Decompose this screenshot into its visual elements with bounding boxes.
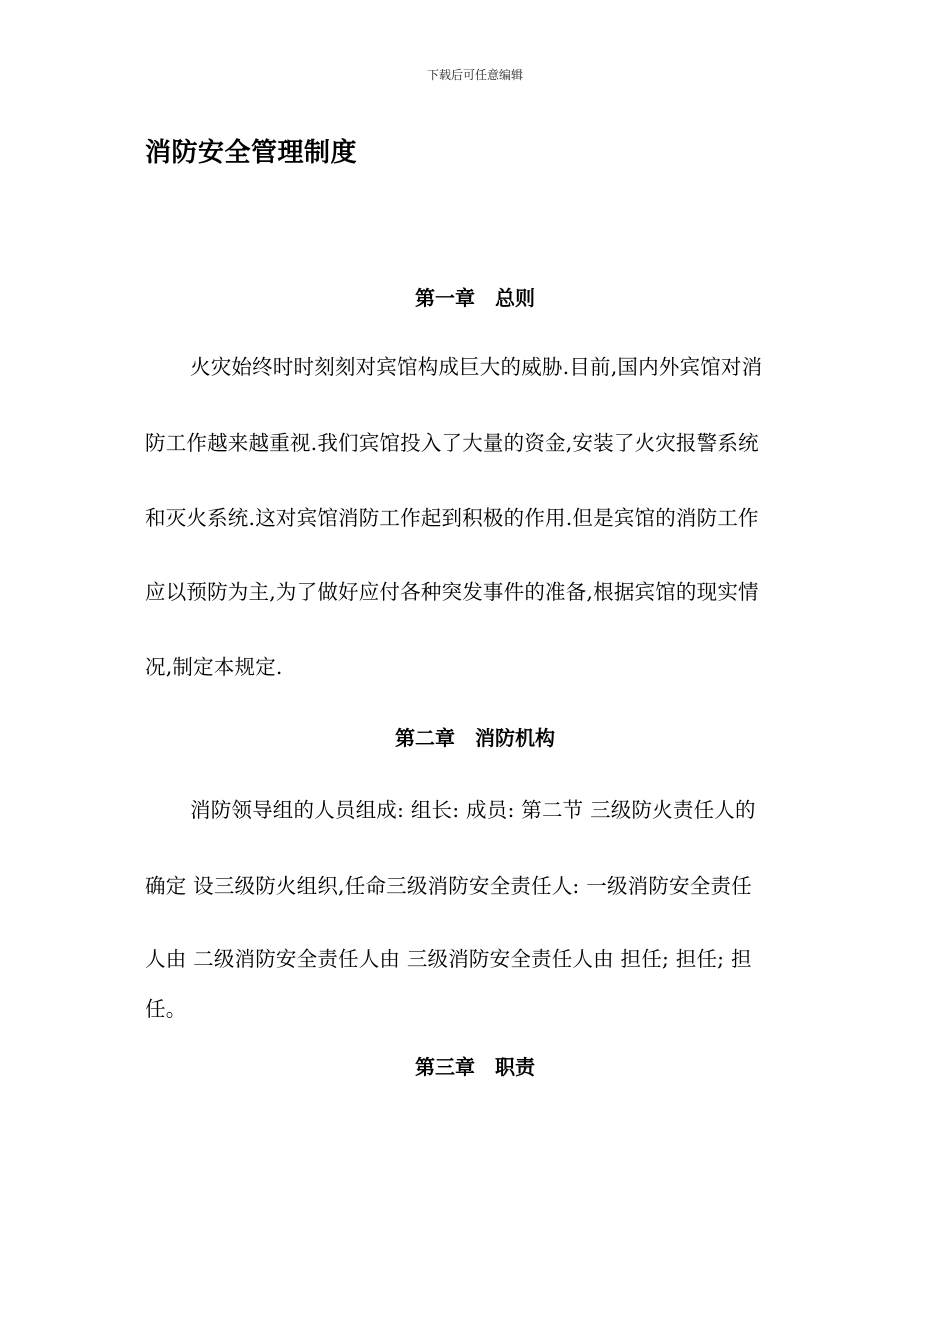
chapter-1-line-1: 火灾始终时时刻刻对宾馆构成巨大的威胁.目前,国内外宾馆对消 — [190, 355, 763, 379]
chapter-1-line-5: 况,制定本规定. — [145, 655, 283, 679]
page-header: 下载后可任意编辑 — [426, 68, 523, 82]
chapter-2-line-2: 确定 设三级防火组织,任命三级消防安全责任人: 一级消防安全责任 — [145, 874, 752, 898]
chapter-1-line-4: 应以预防为主,为了做好应付各种突发事件的准备,根据宾馆的现实情 — [145, 580, 759, 604]
chapter-1-line-2: 防工作越来越重视.我们宾馆投入了大量的资金,安装了火灾报警系统 — [145, 431, 759, 455]
chapter-2-line-1: 消防领导组的人员组成: 组长: 成员: 第二节 三级防火责任人的 — [190, 798, 756, 822]
chapter-1-line-3: 和灭火系统.这对宾馆消防工作起到积极的作用.但是宾馆的消防工作 — [145, 506, 759, 530]
chapter-3-heading: 第三章 职责 — [415, 1055, 535, 1079]
chapter-2-heading: 第二章 消防机构 — [395, 726, 555, 750]
chapter-2-line-3: 人由 二级消防安全责任人由 三级消防安全责任人由 担任; 担任; 担 — [145, 947, 752, 971]
chapter-1-heading: 第一章 总则 — [415, 286, 535, 310]
document-title: 消防安全管理制度 — [145, 138, 358, 168]
chapter-2-line-4: 任。 — [145, 997, 187, 1021]
